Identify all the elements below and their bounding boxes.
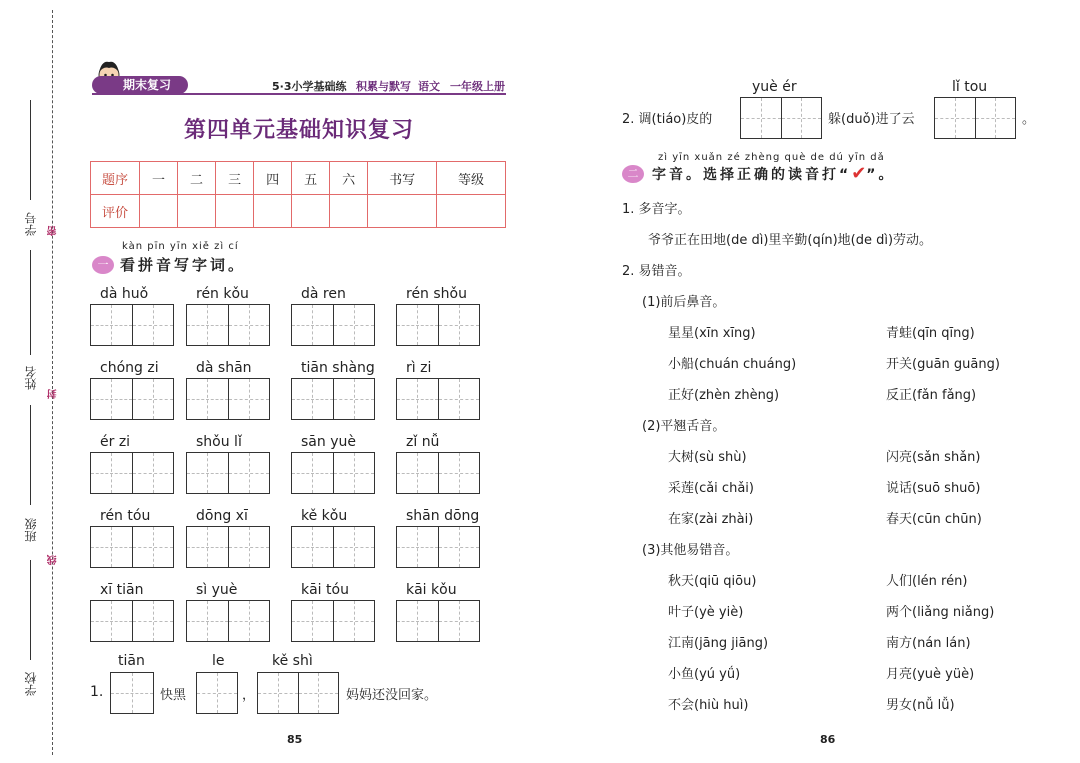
item1-text: 快黑 xyxy=(160,688,187,703)
school-line xyxy=(30,560,31,660)
score-header-cell: 六 xyxy=(330,162,368,195)
reading-choice-item[interactable]: 小船(chuán chuáng) xyxy=(668,357,797,372)
writing-box[interactable] xyxy=(291,304,375,346)
reading-choice-item[interactable]: 小鱼(yú yǘ) xyxy=(668,667,741,682)
writing-box[interactable] xyxy=(291,452,375,494)
writing-box[interactable] xyxy=(90,304,174,346)
writing-box[interactable] xyxy=(291,600,375,642)
pinyin-label: ér zi xyxy=(100,434,131,450)
reading-choice-item[interactable]: 青蛙(qīn qīng) xyxy=(886,326,975,341)
item1-tail: 妈妈还没回家。 xyxy=(346,688,438,703)
item2-lead: 2. 调(tiáo)皮的 xyxy=(622,112,713,127)
writing-box[interactable] xyxy=(196,672,238,714)
reading-choice-item[interactable]: 开关(guān guāng) xyxy=(886,357,1000,372)
pinyin-label: tiān shàng xyxy=(301,360,375,376)
writing-box[interactable] xyxy=(740,97,822,139)
checkmark-icon: ✔ xyxy=(851,163,867,184)
score-header-cell: 等级 xyxy=(437,162,506,195)
writing-box[interactable] xyxy=(257,672,339,714)
score-cell[interactable] xyxy=(330,195,368,228)
writing-box[interactable] xyxy=(90,378,174,420)
header-rule xyxy=(92,93,506,95)
section2-sub2: 2. 易错音。 xyxy=(622,264,691,279)
pinyin-label: kě kǒu xyxy=(301,508,348,524)
group2-title: (2)平翘舌音。 xyxy=(642,419,726,434)
writing-box[interactable] xyxy=(90,452,174,494)
writing-box[interactable] xyxy=(396,452,480,494)
pinyin-label: dōng xī xyxy=(196,508,248,524)
class-line xyxy=(30,405,31,505)
name-line xyxy=(30,250,31,355)
reading-choice-item[interactable]: 江南(jāng jiāng) xyxy=(668,636,769,651)
score-header-cell: 五 xyxy=(292,162,330,195)
score-header-cell: 题序 xyxy=(91,162,140,195)
score-header-cell: 四 xyxy=(254,162,292,195)
reading-choice-item[interactable]: 星星(xīn xīng) xyxy=(668,326,756,341)
writing-box[interactable] xyxy=(396,304,480,346)
reading-choice-item[interactable]: 不会(hiù huì) xyxy=(668,698,749,713)
student-no-label: 学号 xyxy=(24,212,38,236)
writing-box[interactable] xyxy=(186,304,270,346)
reading-choice-item[interactable]: 闪亮(sǎn shǎn) xyxy=(886,450,981,465)
pinyin-label: chóng zi xyxy=(100,360,159,376)
reading-choice-item[interactable]: 月亮(yuè yüè) xyxy=(886,667,975,682)
section2-heading xyxy=(652,163,896,184)
reading-choice-item[interactable]: 南方(nán lán) xyxy=(886,636,971,651)
score-eval-label: 评价 xyxy=(91,195,140,228)
student-no-line xyxy=(30,100,31,200)
page-number-left: 85 xyxy=(287,733,303,746)
reading-choice-item[interactable]: 春天(cūn chūn) xyxy=(886,512,982,527)
pinyin-label: sān yuè xyxy=(301,434,356,450)
name-label: 姓名 xyxy=(24,366,38,390)
score-cell[interactable] xyxy=(140,195,178,228)
seal-mark-xian: 线 xyxy=(48,555,59,565)
reading-choice-item[interactable]: 反正(fǎn fǎng) xyxy=(886,388,977,403)
pinyin-label: shǒu lǐ xyxy=(196,434,242,450)
pinyin-label: zǐ nǚ xyxy=(406,434,440,450)
writing-box[interactable] xyxy=(186,526,270,568)
reading-choice-item[interactable]: 正好(zhèn zhèng) xyxy=(668,388,780,403)
item2-end: 。 xyxy=(1022,112,1036,127)
binding-dashed-line xyxy=(52,10,53,755)
writing-box[interactable] xyxy=(186,378,270,420)
writing-box[interactable] xyxy=(110,672,154,714)
reading-choice-item[interactable]: 男女(nǚ lǚ) xyxy=(886,698,955,713)
score-header-cell: 二 xyxy=(178,162,216,195)
page-number-right: 86 xyxy=(820,733,836,746)
reading-choice-item[interactable]: 叶子(yè yiè) xyxy=(668,605,744,620)
item2-pinyin: yuè ér xyxy=(752,79,797,95)
reading-choice-item[interactable]: 秋天(qiū qiōu) xyxy=(668,574,757,589)
writing-box[interactable] xyxy=(90,600,174,642)
score-header-cell: 书写 xyxy=(368,162,437,195)
writing-box[interactable] xyxy=(396,378,480,420)
pinyin-label: kāi kǒu xyxy=(406,582,457,598)
section2-sub1: 1. 多音字。 xyxy=(622,202,691,217)
writing-box[interactable] xyxy=(186,452,270,494)
section2-title: 字音。选择正确的读音打“ xyxy=(652,167,852,183)
score-cell[interactable] xyxy=(216,195,254,228)
item1-pinyin: kě shì xyxy=(272,653,313,669)
pinyin-label: dà ren xyxy=(301,286,346,302)
score-cell[interactable] xyxy=(292,195,330,228)
section1-ruby: kàn pīn yīn xiě zì cí xyxy=(122,241,239,252)
reading-choice-item[interactable]: 两个(liǎng niǎng) xyxy=(886,605,995,620)
score-cell[interactable] xyxy=(254,195,292,228)
score-header-cell: 一 xyxy=(140,162,178,195)
seal-mark-mi: 密 xyxy=(48,226,59,236)
item1-pinyin: le xyxy=(212,653,225,669)
score-cell[interactable] xyxy=(368,195,437,228)
reading-choice-item[interactable]: 人们(lén rén) xyxy=(886,574,968,589)
reading-choice-item[interactable]: 大树(sù shù) xyxy=(668,450,747,465)
section1-title: 看拼音写字词。 xyxy=(120,256,247,274)
reading-choice-item[interactable]: 在家(zài zhài) xyxy=(668,512,754,527)
item1-pinyin: tiān xyxy=(118,653,145,669)
writing-box[interactable] xyxy=(396,600,480,642)
book-name: 5·3小学基础练 xyxy=(272,80,347,93)
score-cell[interactable] xyxy=(437,195,506,228)
book-subject: 语文 xyxy=(418,80,440,93)
group3-title: (3)其他易错音。 xyxy=(642,543,739,558)
review-badge: 期末复习 xyxy=(92,76,188,94)
group1-title: (1)前后鼻音。 xyxy=(642,295,726,310)
pinyin-label: xī tiān xyxy=(100,582,144,598)
pinyin-label: rén tóu xyxy=(100,508,151,524)
book-series: 积累与默写 xyxy=(356,80,411,93)
score-header-cell: 三 xyxy=(216,162,254,195)
pinyin-label: kāi tóu xyxy=(301,582,349,598)
score-cell[interactable] xyxy=(178,195,216,228)
writing-box[interactable] xyxy=(291,526,375,568)
school-label: 学校 xyxy=(24,672,38,696)
section2-ruby: zì yīn xuǎn zé zhèng què de dú yīn dǎ xyxy=(658,152,885,163)
pinyin-label: rì zi xyxy=(406,360,432,376)
writing-box[interactable] xyxy=(90,526,174,568)
reading-choice-item[interactable]: 说话(suō shuō) xyxy=(886,481,981,496)
reading-choice-item[interactable]: 采莲(cǎi chǎi) xyxy=(668,481,754,496)
book-grade: 一年级上册 xyxy=(450,80,505,93)
pinyin-label: dà huǒ xyxy=(100,286,149,302)
class-label: 班级 xyxy=(24,518,38,542)
writing-box[interactable] xyxy=(396,526,480,568)
section1-number: 一 xyxy=(92,256,114,274)
item1-comma: ， xyxy=(242,688,256,703)
unit-title: 第四单元基础知识复习 xyxy=(183,118,414,143)
item2-middle: 躲(duǒ)进了云 xyxy=(828,112,915,127)
pinyin-label: rén kǒu xyxy=(196,286,249,302)
item1-number: 1. xyxy=(90,684,104,700)
section2-number: 二 xyxy=(622,165,644,183)
score-table xyxy=(90,161,506,228)
pinyin-label: rén shǒu xyxy=(406,286,467,302)
section2-title-end: ”。 xyxy=(866,167,896,183)
item2-pinyin: lǐ tou xyxy=(952,79,988,95)
writing-box[interactable] xyxy=(934,97,1016,139)
writing-box[interactable] xyxy=(291,378,375,420)
writing-box[interactable] xyxy=(186,600,270,642)
seal-mark-feng: 封 xyxy=(48,389,59,399)
pinyin-label: sì yuè xyxy=(196,582,238,598)
pinyin-label: shān dōng xyxy=(406,508,480,524)
pinyin-label: dà shān xyxy=(196,360,252,376)
polyphone-sentence: 爷爷正在田地(de dì)里辛勤(qín)地(de dì)劳动。 xyxy=(648,233,933,248)
